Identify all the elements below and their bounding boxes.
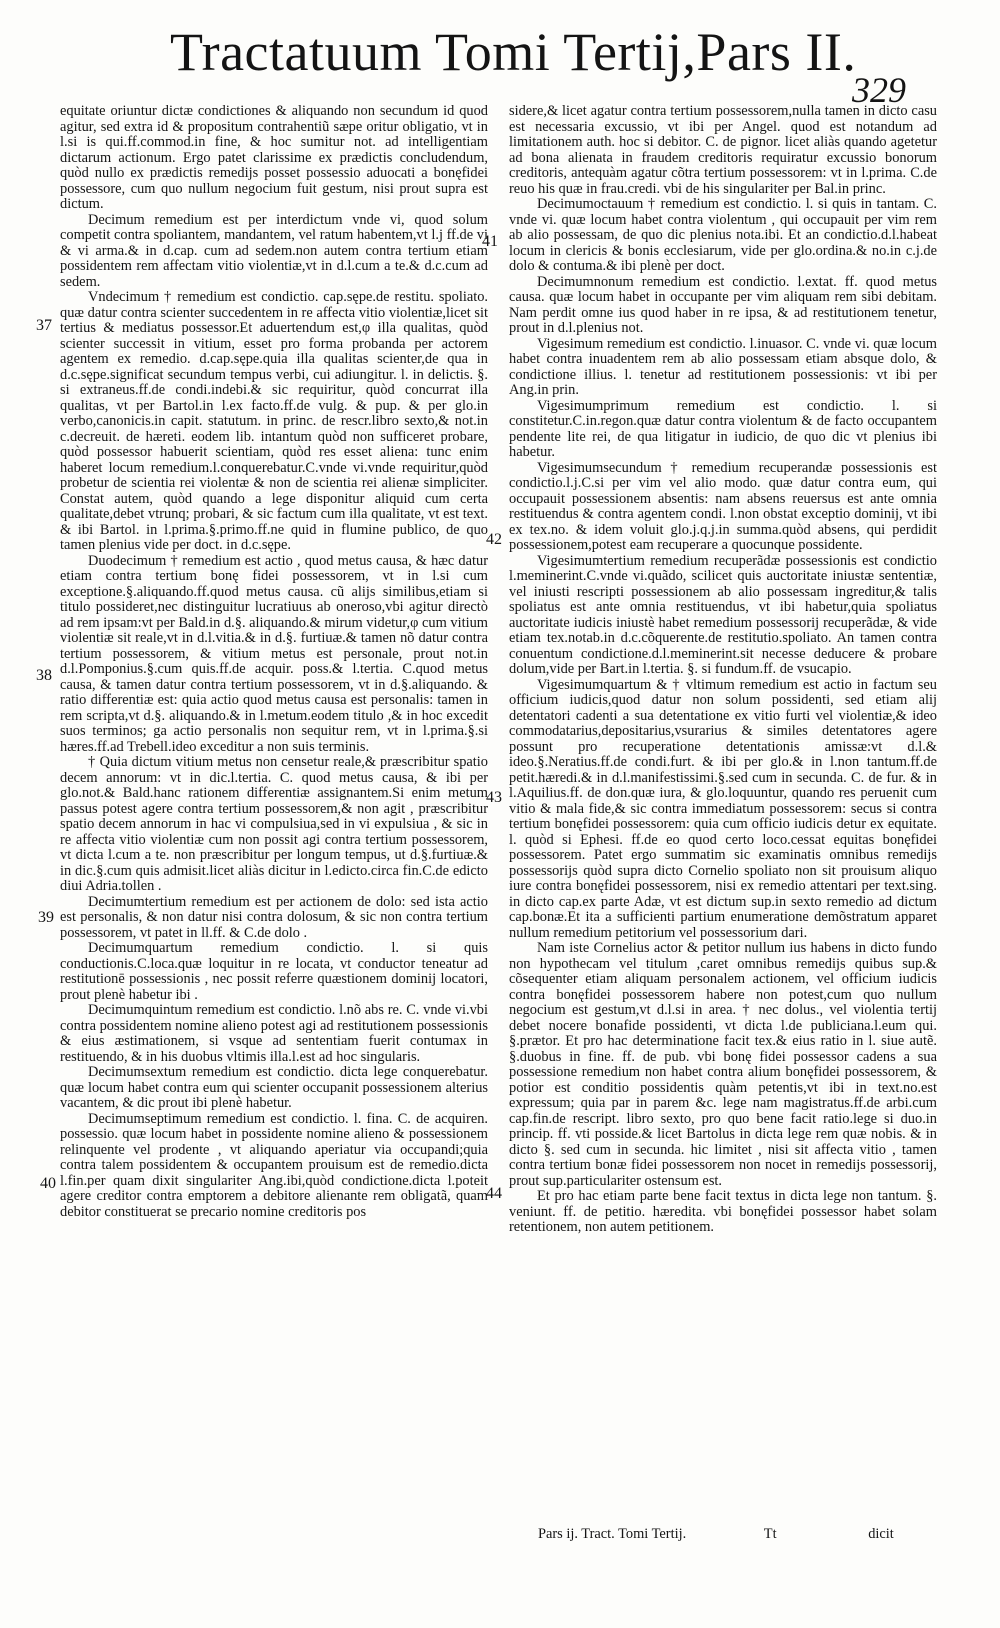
page-number: 329 (852, 70, 906, 110)
left-paragraph: Decimumtertium remedium est per actionem de dolo: sed ista actio est personalis, & non datur nisi contra dolosum, & sic non contra tertium possessorem, vt patet in ll.ff. & C.de dolo . (60, 893, 488, 941)
left-paragraph: Decimumquartum remedium condictio. l. si quis conductionis.C.loca.quæ loquitur in re locata, vt conductor teneatur ad restitutionē possessionis , nec possit referre quæstionem dominij locatori, prout plenè habetur ibi . (60, 940, 488, 1003)
right-paragraph: Et pro hac etiam parte bene facit textus in dicta lege non tantum. §. veniunt. ff. de petitio. hæredita. vbi bonęfidei possessor habet solam retentionem, non autem petitionem. (509, 1188, 937, 1235)
left-paragraph: Duodecimum † remedium est actio , quod metus causa, & hæc datur etiam contra tertium bonę fidei possessorem, vt in l.si cum exceptione.§.aliquando.ff.quod metus causa. cũ alijs similibus,etiam si titulo possideret,nec distinguitur lucratiuus ab oneroso,vbi agitur directò ad rem ipsam:vt per Bald.in d.§. aliquando.& mirum videtur,φ cum vitium violentiæ sit reale,vt in d.l.vitia.& in d.§. furtiuæ.& tamen nõ datur contra tertium possessorem, & vitium metus est personale, prout not.in d.l.Pomponius.§.cum quis.ff.de acquir. poss.& l.tertia. C.quod metus causa, & tamen datur contra tertium possessorem, vt in d.§.aliquando. & ratio differentiæ est: quia actio quod metus causa est personalis: tamen in rem scripta,vt d.§. aliquando.& in l.metum.eodem titulo ,& in hoc excedit suos terminos; ga actio personalis non sequitur rem, vt in l.prima.§.si hæres.ff.ad Trebell.ideo exceditur a non suis terminis. (60, 552, 488, 755)
margin-number: 37 (36, 317, 52, 334)
catchword: dicit (868, 1526, 894, 1542)
left-column (60, 104, 488, 1220)
left-paragraph: equitate oriuntur dictæ condictiones & aliquando non secundum id quod agitur, sed extra id & propositum contrahentiũ sæpe oritur obligatio, vt in l.si is qui.ff.commod.in fine, & hoc sumitur not. ad intelligentiam dictarum actionum. Ergo patet clarissime ex prædictis concludendum, quòd nullo ex prædictis remedijs posset possessio aduocati a bonęfidei possessore, cum quo nullum negocium fuit gestum, nisi prout supra est dictum. (60, 103, 488, 212)
margin-number: 41 (482, 233, 498, 250)
right-paragraph: Vigesimumtertium remedium recuperãdæ possessionis est condictio l.meminerint.C.vnde vi.quãdo, scilicet quis auctoritate iniustæ sententiæ, vel iniusti rescripti possessionem ab alio possessam ingreditur,& talis spoliatus est ante omnia restituendus, vt ibi habetur,quia spoliatus auctoritate iudicis iniustè habet remedium possessorij recuperãdæ, & vide etiam tex.notab.in d.c.cõquerente.de restitutio.spoliato. An tamen contra conuentum condictione.d.l.meminerint.sit necesse deducere & probare dolum,vide per Bart.in l.tertia. §. si fundum.ff. de vsucapio. (509, 552, 937, 677)
right-paragraph: Vigesimumquartum & † vltimum remedium est actio in factum seu officium iudicis,quod datur non solum possidenti, sed etiam alij detentatori cadenti a sua detentatione ex vitio furti vel violentiæ,& ideo commodatarius,depositarius,vsurarius & similes detentatores agere possunt pro recuperatione detentationis amissæ:vt d.l.& ideo.§.Neratius.ff.de condi.furt. & ibi per glo.& in l.non tantum.ff.de petit.hæredi.& in d.l.manifestissimi.§.sed cum in secunda. C. de fur. & in l.Aquilius.ff. de don.quæ iura, & glo.loquuntur, quando res peruenit cum vitio & mala fide,& sic contra immediatum possessorem: secus si contra tertium bonęfidei possessorem: quia cum officio iudicis detur ex equitate. l. quòd si Ephesi. ff.de eo quod certo loco.cessat equitas bonęfidei possessorem. Patet ergo summatim sic examinatis omnibus remedijs possessorijs quòd supra dicto Cornelio spoliato non sit prouisum aliquo iure contra bonęfidei possessorem, nisi ex remedio attentari per text.sing. in dicto cap.ex parte Adæ, vt est dictum sup.in sexto remedio ad dictum cap.bonæ.Et ita a sufficienti partium enumeratione demõstratum apparet nullum remedium petitorium vel possessorium dari. (509, 676, 937, 941)
left-paragraph: Decimumseptimum remedium est condictio. l. fina. C. de acquiren. possessio. quæ locum habet in possidente nomine alieno & possessionem relinquente vel prodente , vt aliquando aperiatur via occupandi;quia contra talem possidentem & occupantem prouisum est de remedio.dicta l.fin.per quam dixit singulariter Ang.ibi,quòd condictione.dicta l.poteit agere creditor contra emptorem a debitore alienante rem obligatã, quam debitor constituerat se precario nomine creditoris pos (60, 1110, 488, 1220)
signature-mark: Pars ij. Tract. Tomi Tertij. (538, 1526, 687, 1542)
right-paragraph: Decimumnonum remedium est condictio. l.extat. ff. quod metus causa. quæ locum habet in occupante per vim aliquam rem sibi debitam. Nam perdit omne ius quod haber in re ipsa, & ad restitutionem tenetur, prout in d.l.plenius not. (509, 273, 937, 336)
margin-number: 43 (486, 789, 502, 806)
margin-number: 40 (40, 1175, 56, 1192)
right-paragraph: Vigesimum remedium est condictio. l.inuasor. C. vnde vi. quæ locum habet contra inuadentem rem ab alio possessam etiam absque dolo, & condictione illius. l. tenetur ad restitutionem possessionis: vt ibi per Ang.in prin. (509, 335, 937, 398)
left-paragraph: Decimumsextum remedium est condictio. dicta lege conquerebatur. quæ locum habet contra eum qui scienter occupanit possessionem alterius vacantem, & dic prout ibi plenè habetur. (60, 1064, 488, 1111)
right-column (509, 104, 937, 1236)
running-title: Tractatuum Tomi Tertij,Pars II. (170, 22, 857, 82)
page-footer (538, 1526, 958, 1542)
right-paragraph: Decimumoctauum † remedium est condictio. l. si quis in tantam. C. vnde vi. quæ locum habet contra violentum , qui occupauit per vim rem ab alio possessam, de quo dic plenius nota.ibi. Et an condictio.d.l.habeat locum in clericis & bonis ecclesiarum, vide per glo.ordina.& no.in c.j.de dolo & contuma.& ibi plenè per doct. (509, 196, 937, 274)
left-paragraph: Decimum remedium est per interdictum vnde vi, quod solum competit contra spoliantem, mandantem, vel ratum habentem,vt l.j ff.de vi & vi arma.& in d.cap. cum ad sedem.non autem contra tertium etiam possidentem rem affectam vitio violentiæ,vt in d.l.cum a te.& d.c.cum ad sedem. (60, 211, 488, 290)
margin-number: 42 (486, 531, 502, 548)
catchword-signature: Tt (763, 1526, 777, 1542)
left-paragraph: Vndecimum † remedium est condictio. cap.sępe.de restitu. spoliato. quæ datur contra scienter succedentem in re affecta vitio violentiæ,licet sit tertius & mediatus possessor.Et aduertendum est,φ illa qualitas, quòd scienter successit in vitium, esset pro forma probanda per actorem agentem ex remedio. d.cap.sępe.quia illa qualitas scienter,de qua in d.c.sępe.significat secundum tempus verbi, cui adiungitur. l. in delictis. §. si extraneus.ff.de condi.indebi.& sic requiritur, quòd concurrat illa qualitas, vt per Bartol.in l.ex facto.ff.de vulg. & pup. & per glo.in verbo,canonicis.in capit. statutum. in princ. de rescr.libro sexto,& not.in c.decreuit. de hæreti. eodem lib. intantum quòd non sufficeret probare, quòd possessor habuerit scientiam, quòd res esset aliena: tunc enim haberet locum remedium.l.conquerebatur.C.vnde vi.vnde requiritur,quòd probetur de scientia rei violentæ & non de scientia rei alienæ simpliciter. Constat autem, quòd quando a lege disponitur aliquid cum certa qualitate,debet vtrunq; probari, & sic factum cum illa qualitate, vt est text. & ibi Bartol. in l.prima.§.primo.ff.ne quid in flumine publico, de quo tamen plenius vide per doct. in d.c.sępe. (60, 289, 488, 553)
margin-number: 38 (36, 667, 52, 684)
left-paragraph: † Quia dictum vitium metus non censetur reale,& præscribitur spatio decem annorum: vt in dic.l.tertia. C. quod metus causa, & ibi per glo.not.& Bald.hanc rationem differentiæ assignantem.Si enim metum passus potest agere contra tertium possessorem,& non agit , præscribitur spatio decem annorum in hac vi compulsiua,sed in vi expulsiua , & sic in re affecta vitio violentiæ cum non possit agi contra tertium possessorem, vt dicta l.cum a te. non præscribitur per longum tempus, ut d.§.furtiuæ.& in dic.§.cum quis admisit.licet aliàs dicitur in l.edicto.circa fin.C.de edicto diui Adria.tollen . (60, 754, 488, 894)
right-paragraph: Vigesimumprimum remedium est condictio. l. si constitetur.C.in.regon.quæ datur contra violentum & de facto occupantem pendente lite rei, de qua litigatur in iudicio, de quo dic vt plenius ibi habetur. (509, 397, 937, 460)
right-paragraph: Vigesimumsecundum † remedium recuperandæ possessionis est condictio.l.j.C.si per vim vel alio modo. quæ datur contra eum, qui occupauit possessionem absentis: nam absens reuersus est ante omnia restituendus & contra agentem condi. l.non obstat exceptio dominij, vt ibi ex tex.no. & idem voluit glo.j.q.j.in summa.quòd absens, qui perdidit possessionem,potest eam recuperare a quocunque possidente. (509, 459, 937, 553)
right-paragraph: Nam iste Cornelius actor & petitor nullum ius habens in dicto fundo non hypothecam vel titulum ,caret omnibus remedijs quibus sup.& cõsequenter etiam aliquam personalem actionem, vel officium iudicis contra bonęfidei possessorem habere non potest,cum quo nullum negocium est gestum,vt d.l.si in area. † nec dolus., vel violentia tertij debet nocere bonafide possidenti, vt dicta l.de publiciana.l.eum qui. §.prætor. Et pro hac determinatione facit tex.& eius ratio in l. siue autẽ. §.duobus in fine. ff. de pub. vbi bonę fidei possessor cadens a sua possessione remedium non habet contra alium bonęfidei possessorem, & potior est conditio possidentis quàm petentis,vt ibi in text.no.est expressum; quia par in parem &c. lege nam magistratus.ff.de arbi.cum cap.fin.de rescript. libro sexto, pro quo bene facit ratio.lege si duo.in princip. ff. vti posside.& licet Bartolus in dicta lege rem quæ nobis. & in dicto §. sed cum in secunda. hic limitet , nisi sit affecta vitio , tamen contra tertium bonæ fidei possessorem non nocet in remedijs possessorij, prout sup.particulariter ostensum est. (509, 940, 937, 1189)
margin-number: 39 (38, 909, 54, 926)
margin-number: 44 (486, 1185, 502, 1202)
right-paragraph: sidere,& licet agatur contra tertium possessorem,nulla tamen in dicto casu est necessaria excussio, vt ibi per Angel. quod est notandum ad limitationem auth. hoc si debitor. C. de pignor. licet aliàs quando agetetur ad bona alienata in fraudem creditoris requiratur excussio bonorum creditoris, antequàm agatur cõtra tertium possessorem: vt in l.prima. C.de reuo his quæ in frau.credi. vbi de his singulariter per Bal.in princ. (509, 103, 937, 197)
left-paragraph: Decimumquintum remedium est condictio. l.nõ abs re. C. vnde vi.vbi contra possidentem nomine alieno potest agi ad restitutionem possessionis & eius æstimationem, si vsque ad sententiam fuerit contumax in restituendo, & in his duobus vltimis illa.l.est ad hoc singularis. (60, 1002, 488, 1065)
